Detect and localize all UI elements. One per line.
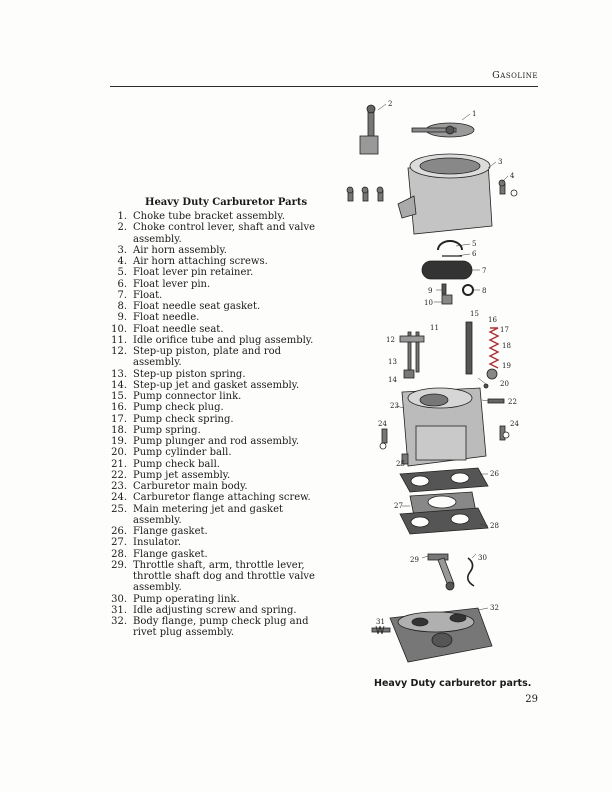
part-description: Float needle seat gasket. — [133, 301, 261, 312]
part-number: 28. — [111, 548, 127, 560]
part-number: 6. — [117, 278, 127, 290]
callout-label: 31 — [376, 618, 385, 626]
callout-label: 12 — [386, 336, 395, 344]
callout-label: 29 — [410, 556, 419, 564]
parts-list-item — [110, 526, 322, 537]
callout-label: 13 — [388, 358, 397, 366]
parts-list-item — [110, 245, 322, 256]
part-number: 26. — [111, 526, 127, 537]
callout-label: 7 — [482, 267, 487, 275]
callout-label: 14 — [388, 376, 397, 384]
callout-label: 6 — [472, 250, 477, 258]
part-description: Idle orifice tube and plug assembly. — [133, 334, 314, 346]
parts-list-item — [110, 414, 322, 425]
part-description: Float lever pin retainer. — [133, 267, 254, 279]
callout-label: 30 — [478, 554, 487, 562]
part-description: Pump spring. — [133, 424, 201, 436]
callout-label: 4 — [510, 172, 515, 180]
part-description: Pump connector link. — [133, 391, 242, 402]
parts-list-item — [110, 616, 322, 639]
callout-label: 20 — [500, 380, 509, 388]
main-body-part — [402, 388, 486, 466]
part-number: 8. — [117, 301, 127, 312]
part-description: Pump check spring. — [133, 413, 234, 425]
flange-gasket-upper — [400, 468, 488, 492]
part-number: 15. — [111, 391, 127, 402]
part-number: 30. — [111, 593, 127, 605]
parts-list-item — [110, 470, 322, 481]
parts-list-item — [110, 312, 322, 323]
part-number: 17. — [111, 413, 127, 425]
running-header: Gasoline — [492, 70, 538, 81]
callout-label: 28 — [490, 522, 499, 530]
parts-list-item — [110, 492, 322, 503]
part-number: 1. — [117, 211, 127, 222]
parts-list-item — [110, 346, 322, 369]
callout-label: 8 — [482, 287, 487, 295]
body-flange-part — [390, 608, 492, 662]
callout-label: 3 — [498, 158, 503, 166]
header-rule — [110, 86, 538, 87]
callout-label: 18 — [502, 342, 511, 350]
parts-list-item — [110, 605, 322, 616]
part-number: 11. — [111, 334, 127, 346]
parts-list-item — [110, 256, 322, 267]
part-number: 21. — [111, 458, 127, 470]
parts-list-item — [110, 481, 322, 492]
part-number: 16. — [111, 402, 127, 414]
part-number: 18. — [111, 424, 127, 436]
parts-list-item — [110, 560, 322, 594]
parts-list-item — [110, 369, 322, 380]
part-number: 7. — [117, 289, 127, 301]
part-number: 24. — [111, 492, 127, 504]
part-number: 31. — [111, 604, 127, 616]
part-number: 9. — [117, 312, 127, 324]
parts-list-item — [110, 301, 322, 312]
air-horn-part — [398, 154, 492, 234]
callout-label: 11 — [430, 324, 439, 332]
parts-list-item — [110, 436, 322, 447]
part-description: Pump check plug. — [133, 402, 224, 414]
parts-list-item — [110, 267, 322, 278]
choke-bracket-part — [412, 123, 474, 137]
parts-list-item — [110, 335, 322, 346]
callout-label: 9 — [428, 287, 433, 295]
part-number: 13. — [111, 368, 127, 380]
callout-label: 2 — [388, 100, 393, 108]
parts-list-item — [110, 380, 322, 391]
part-description: Carburetor flange attaching screw. — [133, 492, 311, 504]
throttle-shaft-part — [428, 554, 454, 590]
callout-label: 25 — [396, 460, 405, 468]
part-description: Insulator. — [133, 537, 182, 549]
parts-list-item — [110, 279, 322, 290]
part-description: Air horn attaching screws. — [133, 256, 268, 267]
part-number: 32. — [111, 616, 127, 627]
parts-list-item — [110, 549, 322, 560]
choke-lever-part — [360, 105, 378, 154]
part-number: 10. — [111, 323, 127, 335]
part-description: Carburetor main body. — [133, 481, 248, 492]
callout-label: 27 — [394, 502, 403, 510]
part-description: Pump check ball. — [133, 458, 220, 470]
callout-label: 19 — [502, 362, 511, 370]
parts-list-item — [110, 594, 322, 605]
callout-label: 17 — [500, 326, 509, 334]
exploded-parts-diagram — [338, 96, 538, 671]
page-number: 29 — [525, 694, 538, 705]
parts-list-item — [110, 391, 322, 402]
part-description: Throttle shaft, arm, throttle lever, throttle shaft dog and throttle valve assembly. — [133, 559, 315, 594]
parts-list-item — [110, 222, 322, 245]
parts-list-item — [110, 402, 322, 413]
figure-caption: Heavy Duty carburetor parts. — [374, 678, 532, 689]
part-number: 29. — [111, 559, 127, 571]
part-description: Float. — [133, 289, 163, 301]
part-description: Main metering jet and gasket assembly. — [133, 503, 284, 526]
callout-label: 26 — [490, 470, 499, 478]
part-number: 23. — [111, 481, 127, 492]
part-number: 20. — [111, 447, 127, 459]
part-number: 3. — [117, 244, 127, 256]
part-description: Idle adjusting screw and spring. — [133, 604, 297, 616]
part-description: Flange gasket. — [133, 548, 208, 560]
callout-label: 16 — [488, 316, 497, 324]
callout-label: 24 — [510, 420, 519, 428]
part-description: Float lever pin. — [133, 278, 211, 290]
parts-list-item — [110, 459, 322, 470]
parts-list-item — [110, 290, 322, 301]
callout-label: 23 — [390, 402, 399, 410]
parts-list-title: Heavy Duty Carburetor Parts — [145, 197, 308, 208]
parts-list-item — [110, 425, 322, 436]
callout-label: 5 — [472, 240, 477, 248]
part-description: Step-up piston, plate and rod assembly. — [133, 346, 282, 369]
part-number: 19. — [111, 436, 127, 447]
part-description: Pump jet assembly. — [133, 469, 231, 481]
part-description: Step-up piston spring. — [133, 368, 246, 380]
parts-list — [110, 211, 322, 639]
parts-list-item — [110, 211, 322, 222]
part-description: Float needle seat. — [133, 323, 224, 335]
part-description: Pump cylinder ball. — [133, 447, 232, 459]
part-description: Step-up jet and gasket assembly. — [133, 379, 300, 391]
callout-label: 15 — [470, 310, 479, 318]
part-description: Flange gasket. — [133, 526, 208, 537]
parts-list-item — [110, 504, 322, 527]
part-number: 25. — [111, 503, 127, 515]
part-description: Body flange, pump check plug and rivet plug assembly. — [133, 616, 309, 639]
part-number: 4. — [117, 256, 127, 267]
callout-label: 22 — [508, 398, 517, 406]
part-description: Pump operating link. — [133, 593, 240, 605]
part-description: Choke control lever, shaft and valve assembly. — [133, 222, 316, 245]
diagram-svg — [338, 96, 538, 671]
callout-label: 32 — [490, 604, 499, 612]
parts-list-item — [110, 537, 322, 548]
callout-label: 10 — [424, 299, 433, 307]
part-description: Float needle. — [133, 312, 200, 324]
part-description: Air horn assembly. — [133, 244, 227, 256]
part-number: 14. — [111, 379, 127, 391]
callout-label: 1 — [472, 110, 477, 118]
callout-label: 24 — [378, 420, 387, 428]
parts-list-item — [110, 324, 322, 335]
part-number: 2. — [117, 222, 127, 234]
parts-list-item — [110, 447, 322, 458]
part-number: 5. — [117, 267, 127, 279]
part-number: 27. — [111, 537, 127, 549]
part-number: 22. — [111, 469, 127, 481]
part-number: 12. — [111, 346, 127, 357]
part-description: Pump plunger and rod assembly. — [133, 436, 300, 447]
part-description: Choke tube bracket assembly. — [133, 211, 285, 222]
